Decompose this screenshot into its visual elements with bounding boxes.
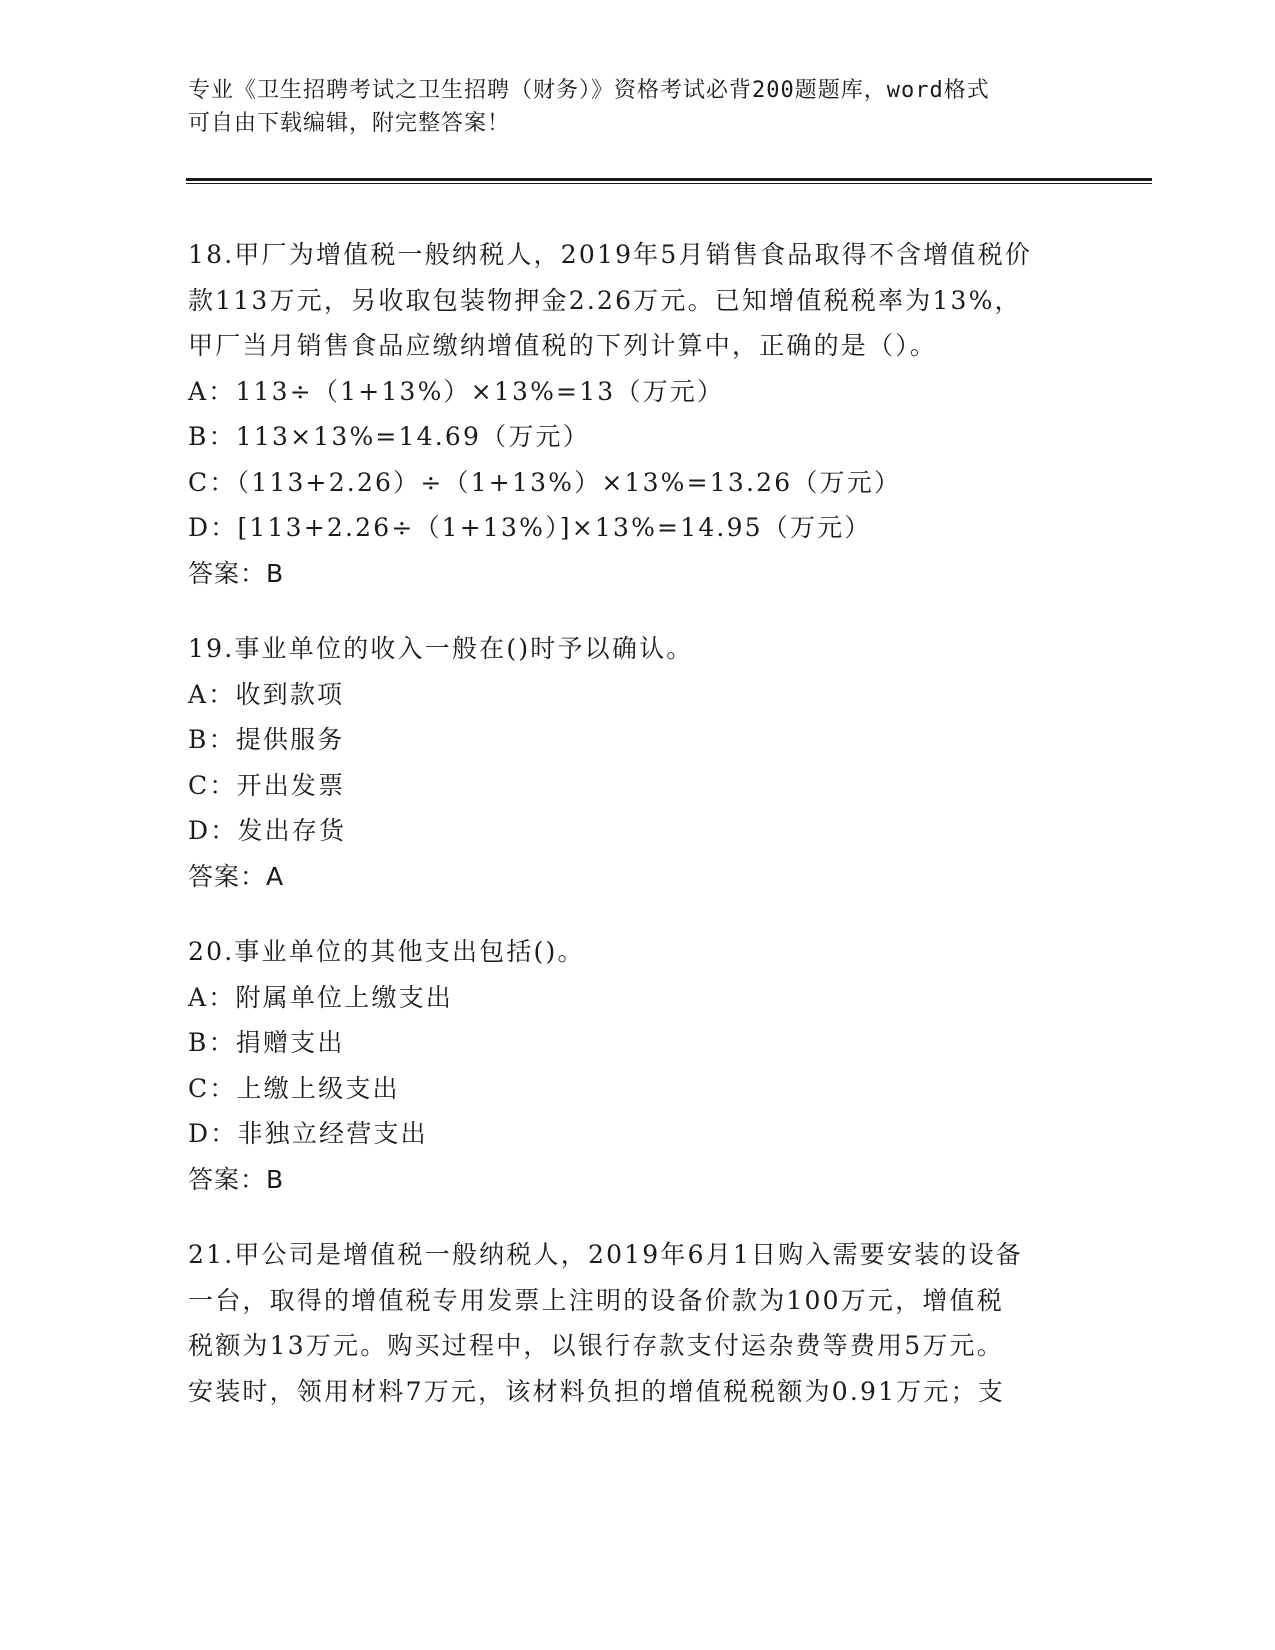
option-b: B：捐赠支出 xyxy=(188,1028,345,1057)
answer: 答案：A xyxy=(188,861,285,891)
header-divider-thin xyxy=(186,183,1152,184)
question-text: 税额为13万元。购买过程中，以银行存款支付运杂费等费用5万元。 xyxy=(188,1331,1004,1360)
option-c: C：上缴上级支出 xyxy=(188,1073,400,1103)
option-a: A：收到款项 xyxy=(188,679,345,709)
option-d: D：[113+2.26÷（1+13%）]×13%=14.95（万元） xyxy=(188,513,872,542)
header-divider-thick xyxy=(186,178,1152,181)
option-b: B：提供服务 xyxy=(188,725,345,754)
option-a: A：113÷（1+13%）×13%=13（万元） xyxy=(188,376,725,406)
option-c: C：开出发票 xyxy=(188,770,346,800)
question-text: 21.甲公司是增值税一般纳税人，2019年6月1日购入需要安装的设备 xyxy=(188,1240,1023,1269)
question-text: 18.甲厂为增值税一般纳税人，2019年5月销售食品取得不含增值税价 xyxy=(188,240,1033,269)
question-text: 20.事业单位的其他支出包括()。 xyxy=(188,937,585,966)
question-19 xyxy=(188,626,1088,899)
option-d: D：发出存货 xyxy=(188,816,347,845)
answer: 答案：B xyxy=(188,1164,285,1194)
question-text: 甲厂当月销售食品应缴纳增值税的下列计算中，正确的是（）。 xyxy=(188,331,938,360)
document-header xyxy=(188,74,1088,140)
option-a: A：附属单位上缴支出 xyxy=(188,982,454,1012)
option-c: C：（113+2.26）÷（1+13%）×13%=13.26（万元） xyxy=(188,467,902,497)
option-d: D：非独立经营支出 xyxy=(188,1119,428,1148)
question-text: 款113万元，另收取包装物押金2.26万元。已知增值税税率为13%， xyxy=(188,285,1022,315)
header-line-2: 可自由下载编辑，附完整答案！ xyxy=(188,111,511,136)
question-text: 一台，取得的增值税专用发票上注明的设备价款为100万元，增值税 xyxy=(188,1285,1004,1315)
question-list xyxy=(188,232,1088,1444)
question-text: 19.事业单位的收入一般在()时予以确认。 xyxy=(188,634,694,663)
question-text: 安装时，领用材料7万元，该材料负担的增值税税额为0.91万元；支 xyxy=(188,1376,1005,1406)
question-20 xyxy=(188,929,1088,1202)
question-21 xyxy=(188,1232,1088,1414)
question-18 xyxy=(188,232,1088,596)
option-b: B：113×13%=14.69（万元） xyxy=(188,422,590,451)
answer: 答案：B xyxy=(188,558,285,588)
header-line-1: 专业《卫生招聘考试之卫生招聘（财务）》资格考试必背200题题库，word格式 xyxy=(188,78,990,103)
